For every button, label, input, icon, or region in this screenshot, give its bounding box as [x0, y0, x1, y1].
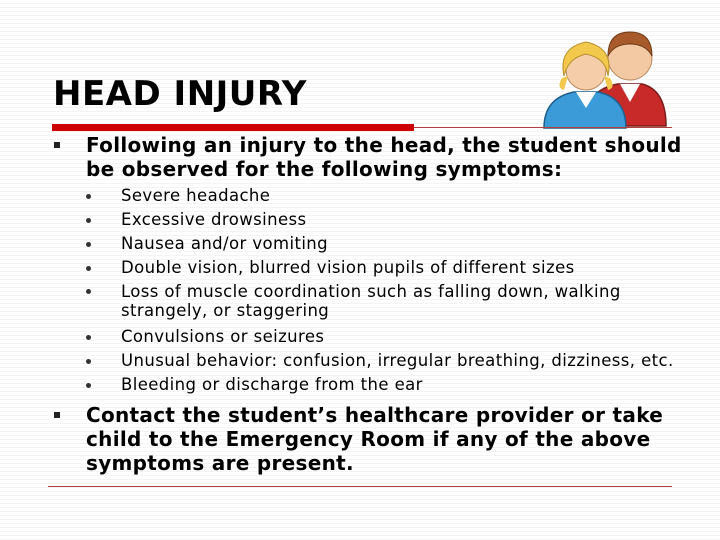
symptom-list	[86, 184, 708, 397]
symptom-item: Convulsions or seizures	[86, 325, 708, 349]
square-bullet-icon	[54, 142, 60, 148]
dot-bullet-icon	[86, 289, 91, 294]
dot-bullet-icon	[86, 242, 91, 247]
symptom-item: Loss of muscle coordination such as falling down, walking strangely, or staggering	[86, 280, 708, 320]
symptom-item: Severe headache	[86, 184, 708, 208]
bullet-text: Following an injury to the head, the student should be observed for the following symptoms:	[86, 133, 682, 181]
symptom-item: Bleeding or discharge from the ear	[86, 373, 708, 397]
symptom-item: Nausea and/or vomiting	[86, 232, 708, 256]
slide-title: HEAD INJURY	[53, 74, 307, 114]
bullet-observe-symptoms	[48, 133, 708, 397]
symptom-item: Double vision, blurred vision pupils of different sizes	[86, 256, 708, 280]
title-accent-bar	[52, 124, 414, 131]
dot-bullet-icon	[86, 218, 91, 223]
bullet-text: Contact the student’s healthcare provider or take child to the Emergency Room if any of the above symptoms are present.	[86, 403, 664, 475]
square-bullet-icon	[54, 412, 60, 418]
symptom-item: Excessive drowsiness	[86, 208, 708, 232]
slide-body	[48, 133, 708, 475]
symptom-item: Unusual behavior: confusion, irregular breathing, dizziness, etc.	[86, 349, 708, 373]
footer-divider	[48, 486, 672, 487]
bullet-contact-provider	[48, 403, 708, 475]
dot-bullet-icon	[86, 266, 91, 271]
dot-bullet-icon	[86, 335, 91, 340]
dot-bullet-icon	[86, 194, 91, 199]
users-icon	[540, 18, 670, 130]
dot-bullet-icon	[86, 383, 91, 388]
dot-bullet-icon	[86, 359, 91, 364]
